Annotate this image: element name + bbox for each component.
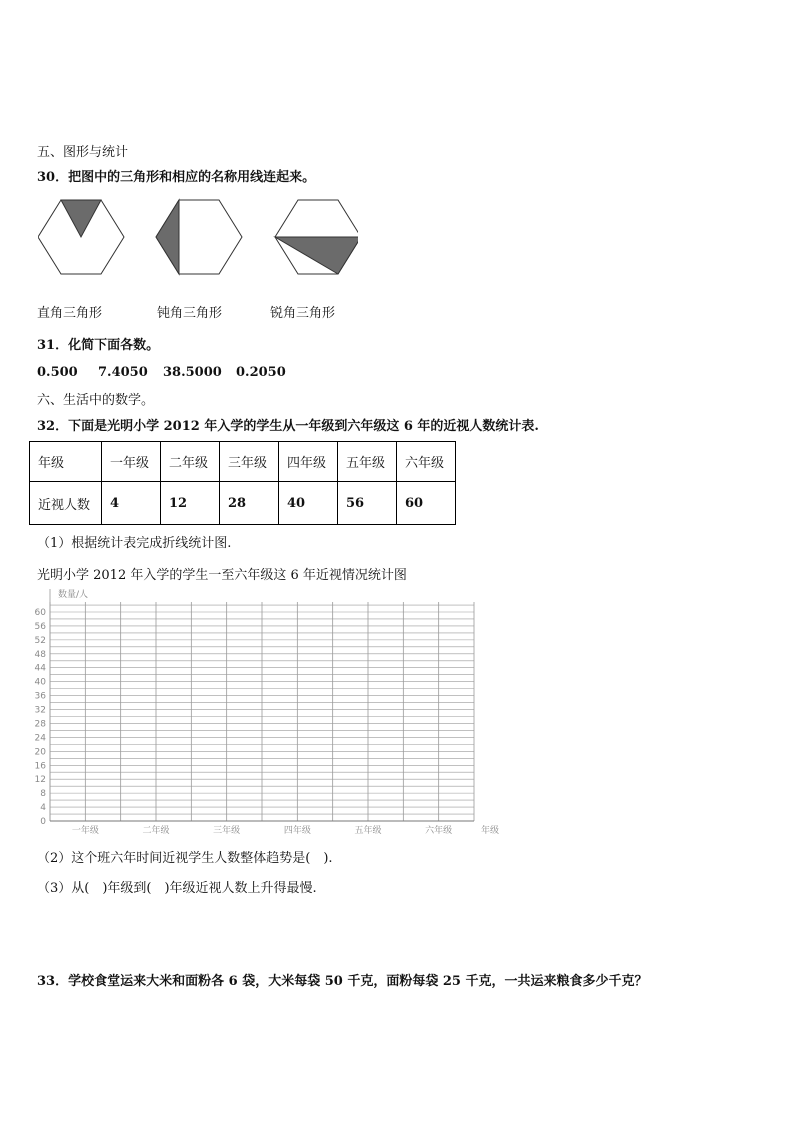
hexagon-figure-1 (38, 200, 124, 274)
table-cell: 4 (102, 482, 161, 525)
y-tick-label: 20 (34, 747, 46, 758)
x-tick-label: 三年级 (213, 826, 241, 836)
q33-text: 33．学校食堂运来大米和面粉各 6 袋，大米每袋 50 千克，面粉每袋 25 千克，一共运来粮食多少千克？ (37, 974, 648, 989)
hexagon-figure-3 (275, 200, 358, 274)
y-tick-label: 24 (34, 733, 46, 744)
y-tick-label: 60 (34, 608, 46, 618)
table-cell: 40 (279, 482, 338, 525)
y-tick-label: 0 (40, 817, 46, 827)
x-tick-label: 二年级 (142, 826, 170, 836)
x-tick-label: 六年级 (425, 826, 453, 836)
q30-text: 30．把图中的三角形和相应的名称用线连起来。 (37, 170, 316, 185)
table-cell: 12 (161, 482, 220, 525)
number-1: 0.500 (37, 365, 78, 380)
q32-sub3: （3）从( )年级到( )年级近视人数上升得最慢. (37, 881, 317, 896)
number-4: 0.2050 (236, 365, 286, 380)
table-cell: 四年级 (279, 442, 338, 482)
y-tick-label: 56 (34, 621, 46, 632)
myopia-stats-table (29, 441, 456, 525)
q32-text: 32．下面是光明小学 2012 年入学的学生从一年级到六年级这 6 年的近视人数统计表. (37, 419, 539, 434)
y-tick-label: 32 (34, 705, 46, 716)
table-cell: 56 (338, 482, 397, 525)
y-tick-label: 4 (40, 803, 46, 814)
y-tick-label: 44 (34, 663, 46, 674)
x-tick-label: 一年级 (71, 826, 99, 836)
q32-sub2: （2）这个班六年时间近视学生人数整体趋势是( ). (37, 851, 333, 866)
hexagon-figure-2 (156, 200, 242, 274)
name-acute-triangle: 锐角三角形 (270, 306, 336, 321)
y-tick-label: 8 (40, 789, 46, 800)
table-cell: 60 (397, 482, 456, 525)
name-right-triangle: 直角三角形 (37, 306, 103, 321)
table-cell: 二年级 (161, 442, 220, 482)
y-tick-label: 36 (34, 691, 46, 702)
table-cell: 28 (220, 482, 279, 525)
table-cell: 六年级 (397, 442, 456, 482)
table-cell: 三年级 (220, 442, 279, 482)
table-cell: 近视人数 (30, 482, 102, 525)
number-2: 7.4050 (98, 365, 148, 380)
y-tick-label: 12 (34, 775, 46, 786)
name-obtuse-triangle: 钝角三角形 (157, 306, 223, 321)
table-cell: 一年级 (102, 442, 161, 482)
right-triangle-shape (61, 200, 101, 237)
table-row (30, 482, 456, 525)
x-axis-label: 年级 (480, 826, 500, 836)
obtuse-triangle-shape (156, 200, 179, 274)
section6-heading: 六、生活中的数学。 (37, 393, 155, 408)
y-tick-label: 48 (34, 649, 46, 660)
table-cell: 年级 (30, 442, 102, 482)
chart-title: 光明小学 2012 年入学的学生一至六年级这 6 年近视情况统计图 (37, 568, 407, 583)
table-header-row (30, 442, 456, 482)
q31-text: 31．化简下面各数。 (37, 338, 160, 353)
q32-sub1: （1）根据统计表完成折线统计图. (37, 536, 232, 551)
y-tick-label: 40 (34, 677, 46, 688)
hexagon-figures (38, 198, 358, 276)
x-tick-label: 四年级 (283, 826, 311, 836)
y-tick-label: 28 (34, 719, 46, 730)
section5-heading: 五、图形与统计 (37, 145, 129, 160)
number-3: 38.5000 (163, 365, 222, 380)
y-tick-label: 52 (34, 635, 46, 646)
x-tick-label: 五年级 (354, 826, 382, 836)
line-chart-grid (30, 585, 510, 837)
y-axis-label: 数量/人 (58, 590, 89, 600)
y-tick-label: 16 (34, 761, 46, 772)
acute-triangle-shape (275, 237, 358, 274)
table-cell: 五年级 (338, 442, 397, 482)
